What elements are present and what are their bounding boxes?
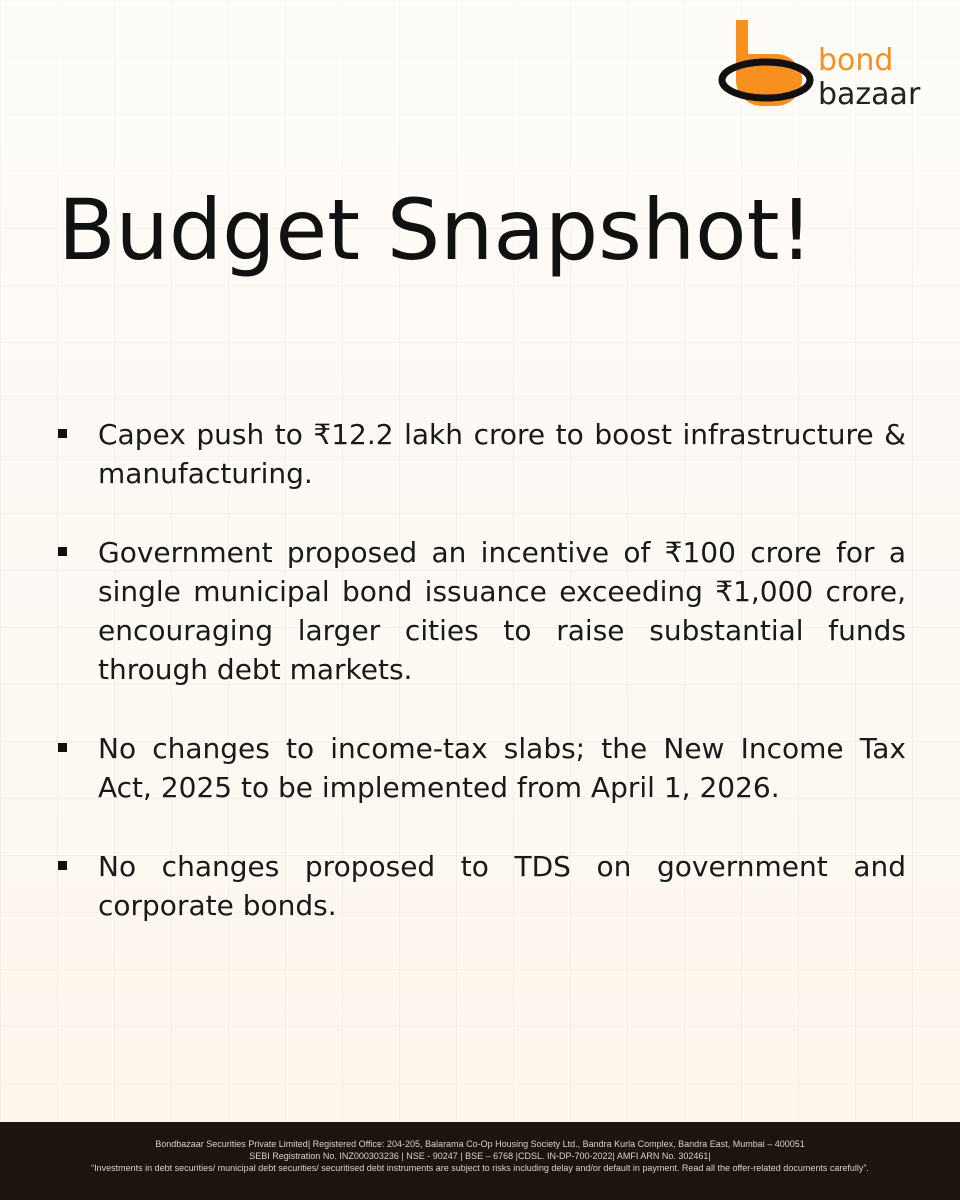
bullet-item	[58, 533, 906, 689]
square-bullet-icon	[58, 547, 67, 556]
footer-risk-disclaimer: “Investments in debt securities/ municipal debt securities/ securitised debt instruments are subject to risks including delay and/or default in payment. Read all the offer-related documents carefully”.	[91, 1163, 869, 1173]
logo-word-bazaar: bazaar	[818, 77, 921, 112]
bullet-text: No changes proposed to TDS on government and corporate bonds.	[98, 850, 906, 922]
bullet-list	[58, 415, 906, 965]
bullet-text: Government proposed an incentive of ₹100 crore for a single municipal bond issuance exceeding ₹1,000 crore, encouraging larger cities to raise substantial funds through debt markets.	[98, 536, 906, 686]
bullet-item	[58, 729, 906, 807]
bullet-text: Capex push to ₹12.2 lakh crore to boost infrastructure & manufacturing.	[98, 418, 906, 490]
page-title: Budget Snapshot!	[58, 181, 814, 279]
footer-disclaimer	[0, 1122, 960, 1200]
square-bullet-icon	[58, 429, 67, 438]
bondbazaar-logo-mark-icon	[718, 14, 818, 114]
bullet-text: No changes to income-tax slabs; the New Income Tax Act, 2025 to be implemented from April 1, 2026.	[98, 732, 906, 804]
bullet-item	[58, 415, 906, 493]
bondbazaar-wordmark	[818, 44, 920, 112]
bondbazaar-logo	[718, 14, 948, 114]
square-bullet-icon	[58, 743, 67, 752]
footer-registered-office: Bondbazaar Securities Private Limited| Registered Office: 204-205, Balarama Co-Op Housing Society Ltd., Bandra Kurla Complex, Bandra East, Mumbai – 400051	[155, 1139, 805, 1149]
footer-registration-numbers: SEBI Registration No. INZ000303236 | NSE - 90247 | BSE – 6768 |CDSL. IN-DP-700-2022| AMFI ARN No. 302461|	[249, 1151, 711, 1161]
square-bullet-icon	[58, 861, 67, 870]
logo-word-bond: bond	[818, 43, 894, 78]
bullet-item	[58, 847, 906, 925]
